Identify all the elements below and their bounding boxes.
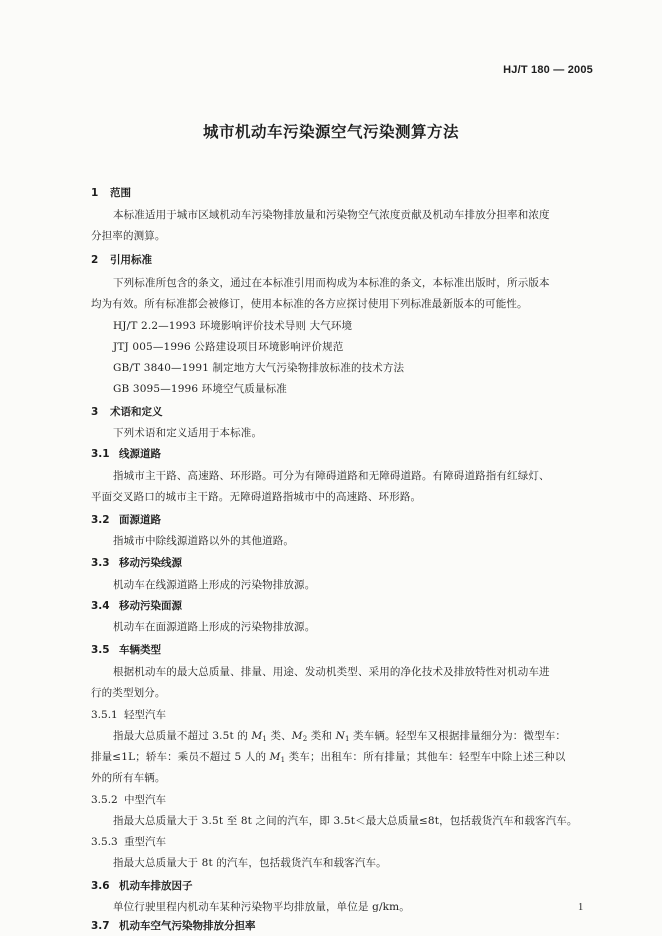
section-2-text-line-1: 下列标准所包含的条文，通过在本标准引用而构成为本标准的条文，本标准出版时，所示版本 [113, 277, 550, 289]
section-3-5-heading: 3.5 车辆类型 [91, 644, 161, 656]
section-3-5-text-line-2: 行的类型划分。 [91, 687, 166, 699]
section-1-text-line-2: 分担率的测算。 [91, 230, 166, 242]
reference-item: GB 3095—1996 环境空气质量标准 [113, 383, 287, 395]
section-3-intro: 下列术语和定义适用于本标准。 [113, 427, 263, 439]
section-3-3-text: 机动车在线源道路上形成的污染物排放源。 [113, 579, 316, 591]
section-1-text-line-1: 本标准适用于城市区域机动车污染物排放量和污染物空气浓度贡献及机动车排放分担率和浓度 [113, 209, 550, 221]
section-2-text-line-2: 均为有效。所有标准都会被修订，使用本标准的各方应探讨使用下列标准最新版本的可能性。 [91, 298, 528, 310]
reference-item: HJ/T 2.2—1993 环境影响评价技术导则 大气环境 [113, 320, 353, 332]
section-3-6-heading: 3.6 机动车排放因子 [91, 880, 193, 892]
section-3-heading: 3 术语和定义 [91, 406, 163, 418]
section-3-4-text: 机动车在面源道路上形成的污染物排放源。 [113, 621, 316, 633]
section-3-5-1-heading: 3.5.1 轻型汽车 [91, 709, 166, 721]
section-3-5-2-heading: 3.5.2 中型汽车 [91, 794, 166, 806]
section-3-1-text-line-1: 指城市主干路、高速路、环形路。可分为有障碍道路和无障碍道路。有障碍道路指有红绿灯、 [113, 470, 550, 482]
section-2-heading: 2 引用标准 [91, 254, 152, 266]
section-3-5-1-text-line-3: 外的所有车辆。 [91, 772, 166, 784]
section-3-6-text: 单位行驶里程内机动车某种污染物平均排放量，单位是 g/km。 [113, 901, 410, 913]
section-3-1-text-line-2: 平面交叉路口的城市主干路。无障碍道路指城市中的高速路、环形路。 [91, 491, 422, 503]
section-1-heading: 1 范围 [91, 187, 131, 199]
section-3-5-1-text-line-2: 排量≤1L；轿车：乘员不超过 5 人的 $M_1$ 类车；出租车：所有排量；其他车：轻型车中除上述三种以 [91, 751, 566, 764]
section-3-5-1-text-line-1: 指最大总质量不超过 3.5t 的 $M_1$ 类、$M_2$ 类和 $N_1$ 类车辆。轻型车又根据排量细分为：微型车： [113, 730, 567, 743]
section-3-2-heading: 3.2 面源道路 [91, 514, 161, 526]
section-3-2-text: 指城市中除线源道路以外的其他道路。 [113, 535, 295, 547]
section-3-3-heading: 3.3 移动污染线源 [91, 557, 182, 569]
page-number: 1 [578, 902, 584, 913]
section-3-7-heading: 3.7 机动车空气污染物排放分担率 [91, 920, 256, 932]
page-title: 城市机动车污染源空气污染测算方法 [202, 123, 459, 141]
section-3-4-heading: 3.4 移动污染面源 [91, 600, 182, 612]
reference-item: JTJ 005—1996 公路建设项目环境影响评价规范 [113, 341, 344, 353]
section-3-5-text-line-1: 根据机动车的最大总质量、排量、用途、发动机类型、采用的净化技术及排放特性对机动车进 [113, 666, 550, 678]
standard-code: HJ/T 180 — 2005 [503, 64, 593, 76]
section-3-5-3-heading: 3.5.3 重型汽车 [91, 836, 166, 848]
section-3-1-heading: 3.1 线源道路 [91, 448, 161, 460]
section-3-5-2-text: 指最大总质量大于 3.5t 至 8t 之间的汽车，即 3.5t＜最大总质量≤8t，包括载货汽车和载客汽车。 [113, 815, 578, 827]
reference-item: GB/T 3840—1991 制定地方大气污染物排放标准的技术方法 [113, 362, 405, 374]
section-3-5-3-text: 指最大总质量大于 8t 的汽车，包括载货汽车和载客汽车。 [113, 857, 387, 869]
